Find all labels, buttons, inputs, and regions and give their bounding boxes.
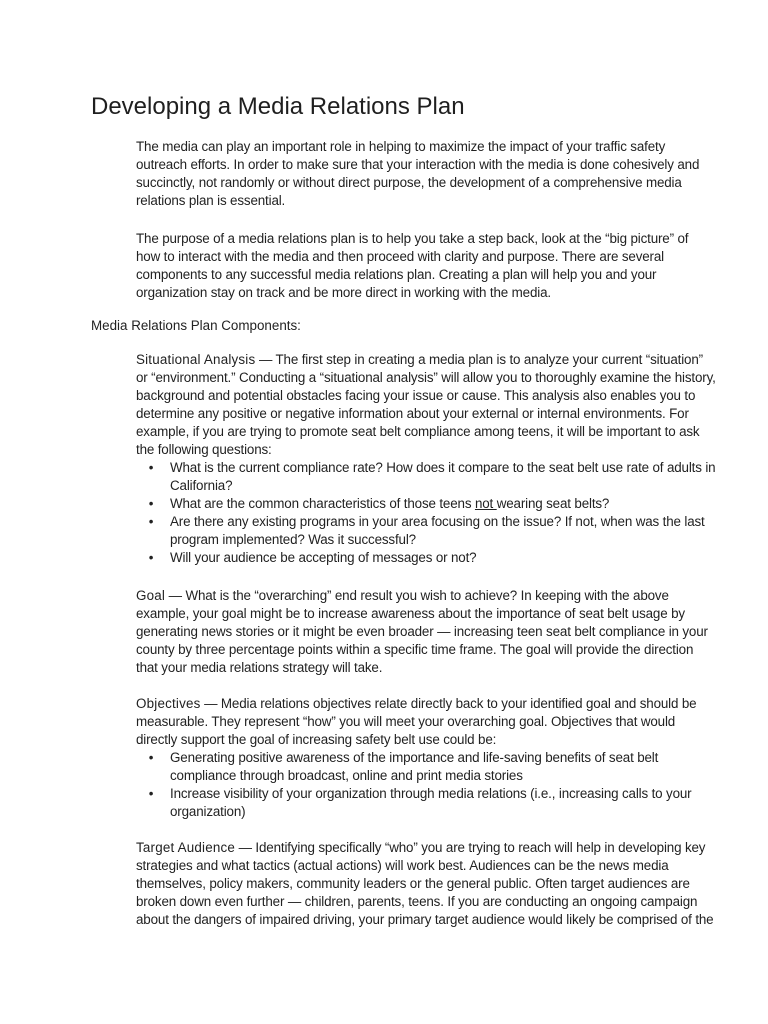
objectives-label: Objectives — [136, 696, 201, 711]
target-audience-section — [136, 839, 716, 929]
list-item-text-pre: What are the common characteristics of those teens — [170, 496, 475, 511]
bullet-icon: • — [148, 786, 154, 801]
list-item-text: Are there any existing programs in your area focusing on the issue? If not, when was the last program implemented? Was it successful? — [170, 514, 705, 547]
situational-questions-list — [136, 459, 716, 567]
list-item-text: What is the current compliance rate? How does it compare to the seat belt use rate of adults in California? — [170, 460, 716, 493]
situational-analysis-paragraph — [136, 351, 716, 459]
bullet-icon: • — [148, 514, 154, 529]
objectives-paragraph — [136, 695, 716, 749]
bullet-icon: • — [148, 750, 154, 765]
goal-section — [136, 587, 716, 677]
bullet-icon: • — [148, 460, 154, 475]
objectives-section — [136, 695, 716, 821]
bullet-icon: • — [148, 496, 154, 511]
list-item-text: Increase visibility of your organization through media relations (i.e., increasing calls to your organization) — [170, 786, 692, 819]
objectives-list — [136, 749, 716, 821]
target-audience-paragraph — [136, 839, 716, 929]
intro-paragraph-1: The media can play an important role in helping to maximize the impact of your traffic safety outreach efforts. In order to make sure that your interaction with the media is done cohesively and succinctly, not randomly or without direct purpose, the development of a comprehensive media relations plan is essential. — [136, 139, 700, 208]
goal-paragraph — [136, 587, 716, 677]
target-audience-label: Target Audience — [136, 840, 236, 855]
bullet-icon: • — [148, 550, 154, 565]
components-heading: Media Relations Plan Components: — [91, 318, 301, 333]
list-item-text-post: wearing seat belts? — [496, 496, 610, 511]
list-item-text: Generating positive awareness of the importance and life-saving benefits of seat belt compliance through broadcast, online and print media stories — [170, 750, 659, 783]
situational-analysis-section — [136, 351, 716, 567]
page-title: Developing a Media Relations Plan — [91, 93, 465, 120]
list-item — [136, 785, 716, 821]
intro-paragraph-2: The purpose of a media relations plan is to help you take a step back, look at the “big picture” of how to interact with the media and then proceed with clarity and purpose. There are several components to any successful media relations plan. Creating a plan will help you and your organization stay on track and be more direct in working with the media. — [136, 231, 689, 300]
goal-label: Goal — [136, 588, 166, 603]
list-item — [136, 513, 716, 549]
underlined-word: not — [474, 496, 497, 511]
list-item-text: Will your audience be accepting of messages or not? — [170, 550, 477, 565]
objectives-text: — Media relations objectives relate directly back to your identified goal and should be measurable. They represent “how” you will meet your overarching goal. Objectives that would directly support the goal of increasing safety belt use could be: — [136, 696, 697, 747]
list-item — [136, 459, 716, 495]
list-item — [136, 549, 716, 567]
list-item — [136, 749, 716, 785]
situational-analysis-text: — The first step in creating a media plan is to analyze your current “situation” or “environment.” Conducting a “situational analysis” will allow you to thoroughly examine the history, background and potential obstacles facing your issue or cause. This analysis also enables you to determine any positive or negative information about your external or internal environments. For example, if you are trying to promote seat belt compliance among teens, it will be important to ask the following questions: — [136, 352, 716, 457]
goal-text: — What is the “overarching” end result you wish to achieve? In keeping with the above example, your goal might be to increase awareness about the importance of seat belt usage by generating news stories or it might be even broader — increasing teen seat belt compliance in your county by three percentage points within a specific time frame. The goal will provide the direction that your media relations strategy will take. — [136, 588, 708, 675]
list-item — [136, 495, 716, 513]
situational-analysis-label: Situational Analysis — [136, 352, 256, 367]
target-audience-text: — Identifying specifically “who” you are trying to reach will help in developing key strategies and what tactics (actual actions) will work best. Audiences can be the news media themselves, policy makers, community leaders or the general public. Often target audiences are broken down even further — children, parents, teens. If you are conducting an ongoing campaign about the dangers of impaired driving, your primary target audience would likely be comprised of the — [136, 840, 714, 927]
